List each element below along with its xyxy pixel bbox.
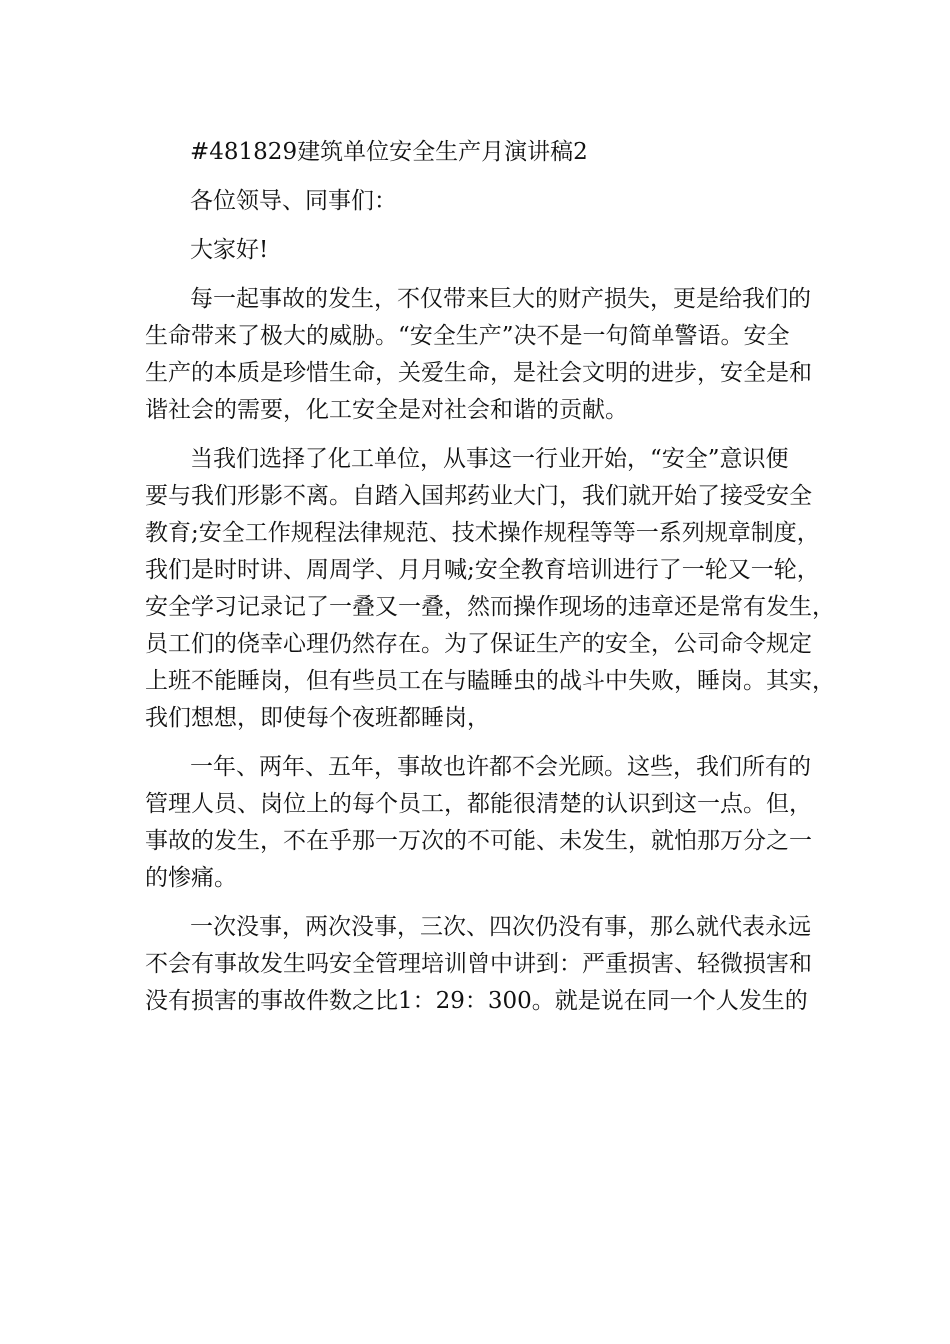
paragraph-line: 生命带来了极大的威胁。“安全生产”决不是一句简单警语。安全 <box>145 323 790 349</box>
paragraph-line: 一次没事，两次没事，三次、四次仍没有事，那么就代表永远 <box>190 914 811 940</box>
paragraph-line: 事故的发生，不在乎那一万次的不可能、未发生，就怕那万分之一 <box>145 828 812 854</box>
paragraph-line: 谐社会的需要，化工安全是对社会和谐的贡献。 <box>145 397 628 423</box>
paragraph-line: 的惨痛。 <box>145 865 237 891</box>
paragraph-3 <box>145 749 825 897</box>
paragraph-1 <box>145 281 825 429</box>
paragraph-line: 当我们选择了化工单位，从事这一行业开始，“安全”意识便 <box>190 446 789 472</box>
paragraph-2 <box>145 441 835 737</box>
paragraph-line: 生产的本质是珍惜生命，关爱生命，是社会文明的进步，安全是和 <box>145 360 812 386</box>
paragraph-line: 要与我们形影不离。自踏入国邦药业大门，我们就开始了接受安全 <box>145 483 812 509</box>
paragraph-line: 上班不能睡岗，但有些员工在与瞌睡虫的战斗中失败，睡岗。其实， <box>145 668 835 694</box>
paragraph-line: 没有损害的事故件数之比1：29：300。就是说在同一个人发生的 <box>145 988 808 1014</box>
paragraph-4 <box>145 909 825 1020</box>
document-title: #481829建筑单位安全生产月演讲稿2 <box>190 139 588 165</box>
salutation: 大家好! <box>190 237 269 263</box>
paragraph-line: 安全学习记录记了一叠又一叠，然而操作现场的违章还是常有发生， <box>145 594 835 620</box>
paragraph-line: 每一起事故的发生，不仅带来巨大的财产损失，更是给我们的 <box>190 286 811 312</box>
paragraph-line: 我们是时时讲、周周学、月月喊;安全教育培训进行了一轮又一轮， <box>145 557 820 583</box>
greeting: 各位领导、同事们： <box>190 188 397 214</box>
paragraph-line: 不会有事故发生吗安全管理培训曾中讲到：严重损害、轻微损害和 <box>145 951 812 977</box>
paragraph-line: 一年、两年、五年，事故也许都不会光顾。这些，我们所有的 <box>190 754 811 780</box>
paragraph-line: 教育;安全工作规程法律规范、技术操作规程等等一系列规章制度， <box>145 520 820 546</box>
document-body <box>145 134 835 1020</box>
paragraph-line: 员工们的侥幸心理仍然存在。为了保证生产的安全，公司命令规定 <box>145 631 812 657</box>
paragraph-line: 我们想想，即使每个夜班都睡岗， <box>145 705 490 731</box>
paragraph-line: 管理人员、岗位上的每个员工，都能很清楚的认识到这一点。但， <box>145 791 812 817</box>
